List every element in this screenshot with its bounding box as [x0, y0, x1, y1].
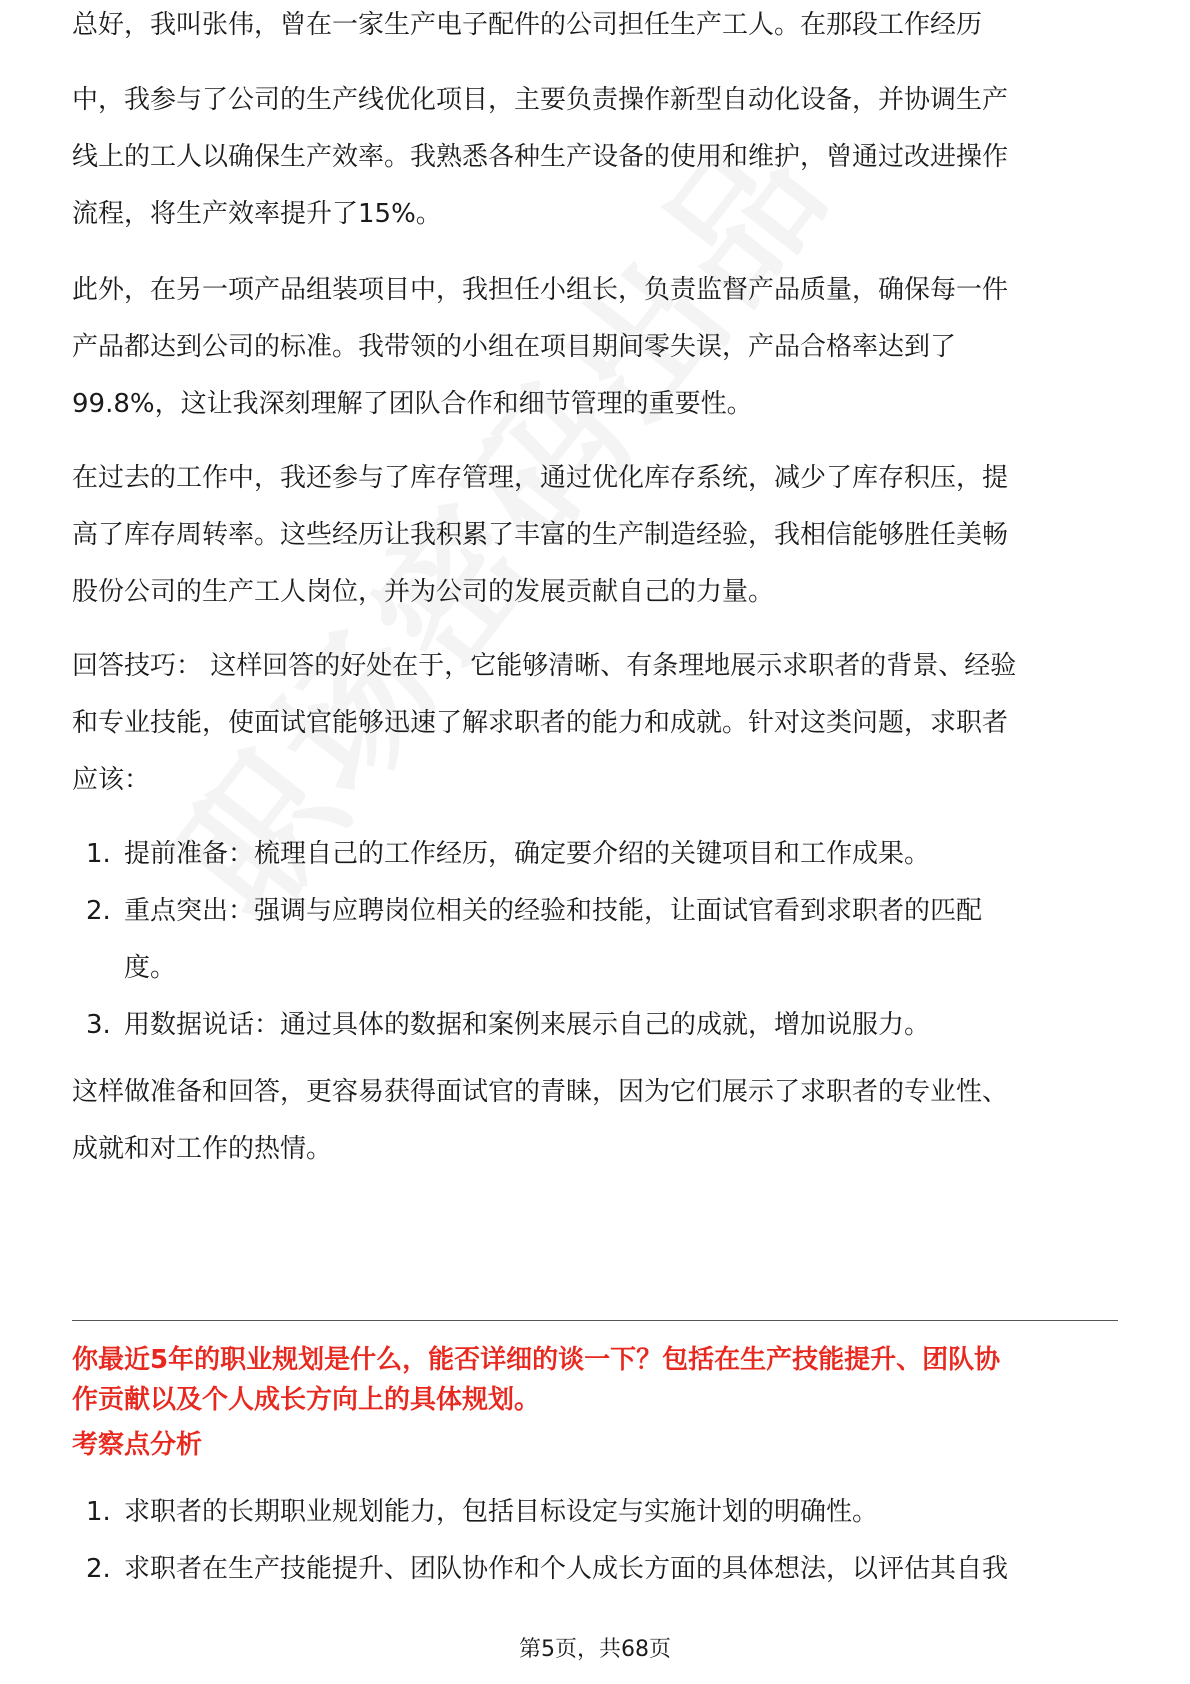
- text-line: 回答技巧： 这样回答的好处在于，它能够清晰、有条理地展示求职者的背景、经验: [72, 651, 1017, 681]
- paragraph-conclusion: [72, 1064, 1118, 1178]
- text-line: 成就和对工作的热情。: [72, 1134, 333, 1164]
- text-line: 应该：: [72, 765, 151, 795]
- analysis-heading: 考察点分析: [72, 1430, 203, 1460]
- list-item: [72, 1484, 1118, 1541]
- page-number-footer: 第5页，共68页: [519, 1637, 671, 1662]
- text-line: 99.8%，这让我深刻理解了团队合作和细节管理的重要性。: [72, 389, 753, 419]
- text-line: 和专业技能，使面试官能够迅速了解求职者的能力和成就。针对这类问题，求职者: [72, 708, 1009, 738]
- paragraph-experience: [72, 72, 1118, 243]
- section-divider: [72, 1320, 1118, 1321]
- steps-list: [72, 826, 1118, 1054]
- text-line: 线上的工人以确保生产效率。我熟悉各种生产设备的使用和维护，曾通过改进操作: [72, 142, 1009, 172]
- analysis-section: [72, 1425, 1118, 1465]
- list-text: 求职者的长期职业规划能力，包括目标设定与实施计划的明确性。: [124, 1497, 879, 1527]
- text-line: 股份公司的生产工人岗位，并为公司的发展贡献自己的力量。: [72, 577, 775, 607]
- text-line: 中，我参与了公司的生产线优化项目，主要负责操作新型自动化设备，并协调生产: [72, 85, 1009, 115]
- question-line: 你最近5年的职业规划是什么，能否详细的谈一下？包括在生产技能提升、团队协: [72, 1345, 1001, 1375]
- list-text: 度。: [124, 953, 177, 983]
- list-number: 3.: [86, 1010, 111, 1040]
- list-text: 求职者在生产技能提升、团队协作和个人成长方面的具体想法，以评估其自我: [124, 1554, 1009, 1584]
- list-text: 重点突出：强调与应聘岗位相关的经验和技能，让面试官看到求职者的匹配: [124, 896, 983, 926]
- list-number: 1.: [86, 839, 111, 869]
- interview-question: [72, 1340, 1118, 1420]
- cut-off-text: 总好，我叫张伟，曾在一家生产电子配件的公司担任生产工人。在那段工作经历: [72, 10, 983, 40]
- question-line: 作贡献以及个人成长方向上的具体规划。: [72, 1385, 541, 1415]
- list-item: [72, 997, 1118, 1054]
- text-line: 流程，将生产效率提升了15%。: [72, 199, 442, 229]
- list-number: 2.: [86, 896, 111, 926]
- text-line: 在过去的工作中，我还参与了库存管理，通过优化库存系统，减少了库存积压，提: [72, 463, 1009, 493]
- list-text: 用数据说话：通过具体的数据和案例来展示自己的成就，增加说服力。: [124, 1010, 931, 1040]
- text-line: 产品都达到公司的标准。我带领的小组在项目期间零失误，产品合格率达到了: [72, 332, 957, 362]
- list-item: [72, 826, 1118, 883]
- paragraph-tips: [72, 638, 1118, 809]
- list-number: 2.: [86, 1554, 111, 1584]
- text-line: 这样做准备和回答，更容易获得面试官的青睐，因为它们展示了求职者的专业性、: [72, 1077, 1009, 1107]
- text-line: 高了库存周转率。这些经历让我积累了丰富的生产制造经验，我相信能够胜任美畅: [72, 520, 1009, 550]
- analysis-list: [72, 1484, 1118, 1598]
- text-line: 此外，在另一项产品组装项目中，我担任小组长，负责监督产品质量，确保每一件: [72, 275, 1009, 305]
- paragraph-assembly: [72, 262, 1118, 433]
- list-text: 提前准备：梳理自己的工作经历，确定要介绍的关键项目和工作成果。: [124, 839, 931, 869]
- list-item: [72, 1541, 1118, 1598]
- paragraph-inventory: [72, 450, 1118, 621]
- list-number: 1.: [86, 1497, 111, 1527]
- list-item: [72, 883, 1118, 997]
- cut-off-text-line: [72, 10, 1118, 54]
